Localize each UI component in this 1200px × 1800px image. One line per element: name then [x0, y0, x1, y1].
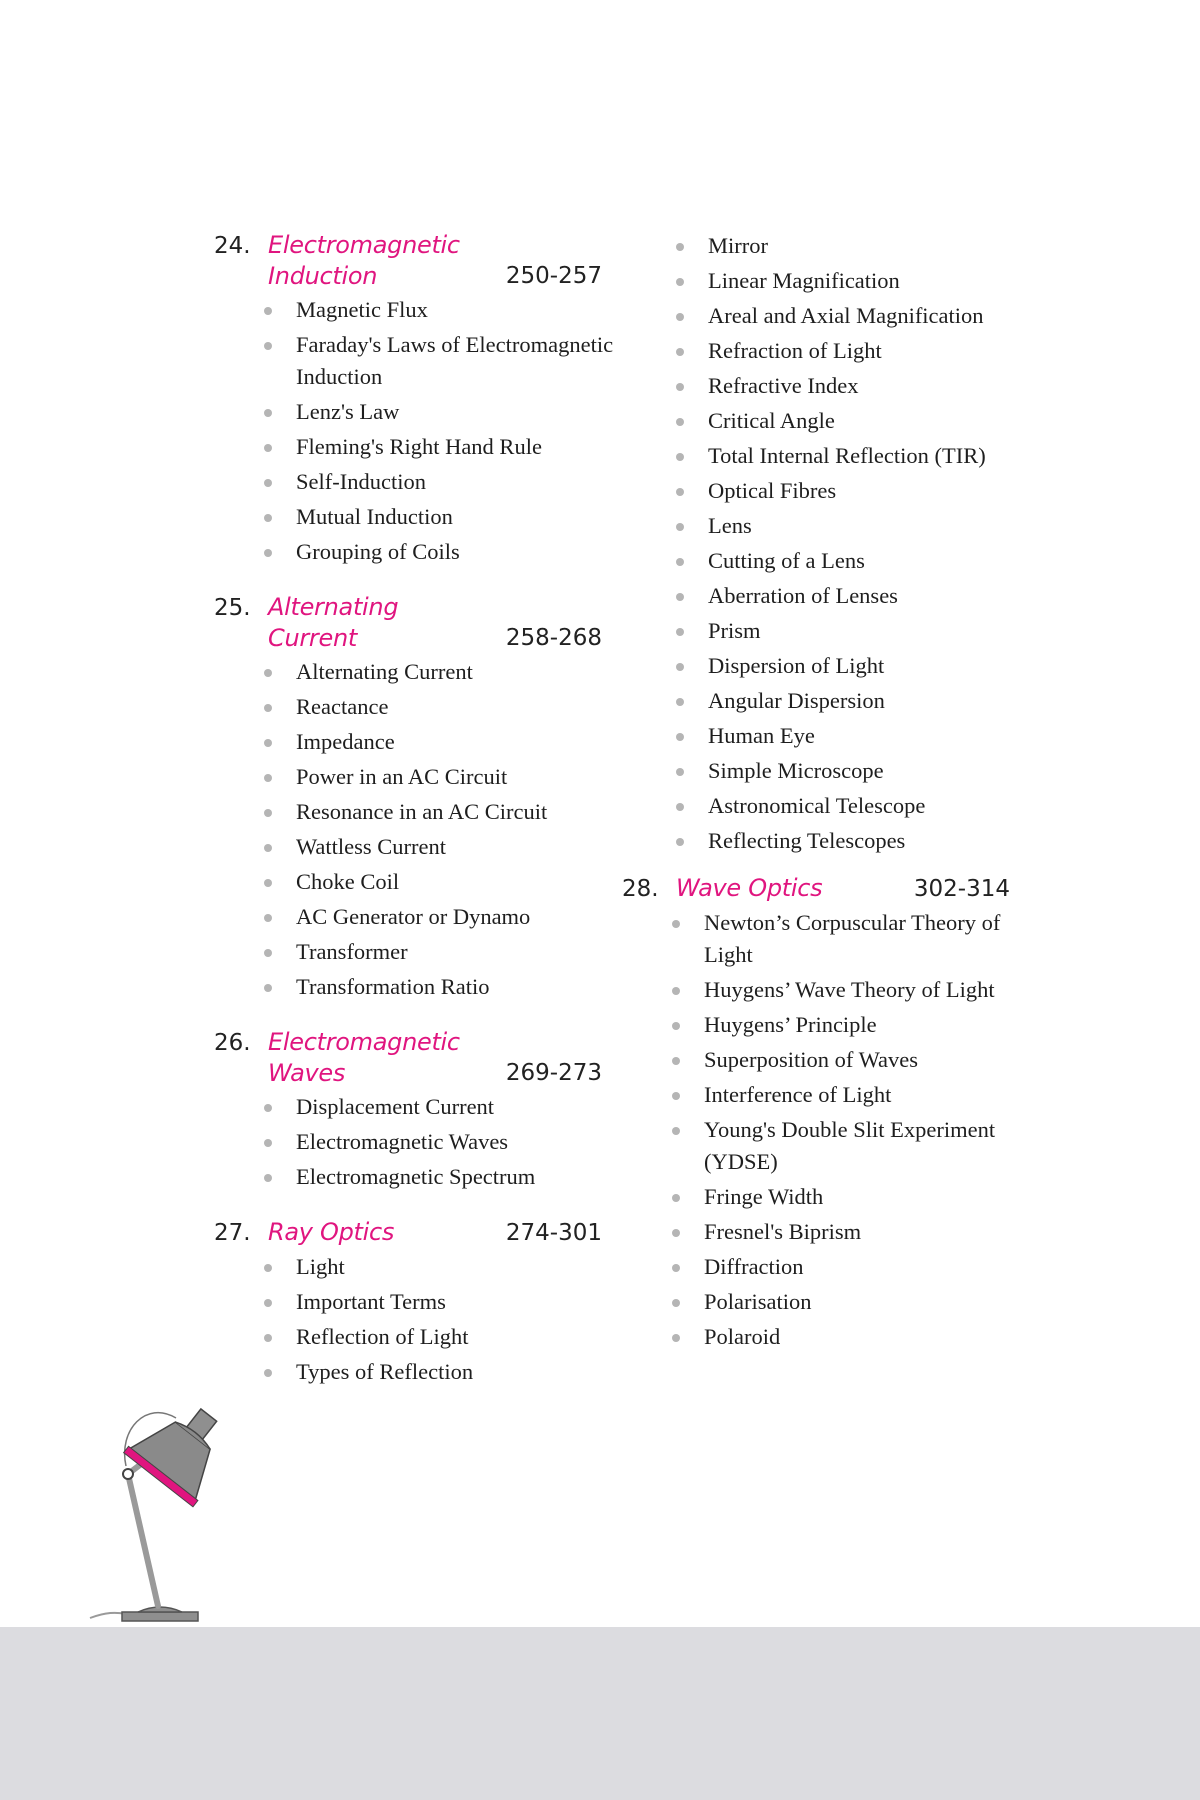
chapter-title-line2: Current [268, 624, 357, 652]
topic-item[interactable]: Reflecting Telescopes [674, 825, 1022, 857]
topic-item[interactable]: Prism [674, 615, 1022, 647]
topic-item[interactable]: Huygens’ Wave Theory of Light [670, 974, 1022, 1006]
topic-list [622, 907, 1022, 1353]
topic-item[interactable]: Displacement Current [262, 1091, 614, 1123]
topic-item[interactable]: Important Terms [262, 1286, 614, 1318]
chapter-number: 26. [214, 1030, 251, 1056]
chapter-title-line1: Electromagnetic [268, 231, 460, 259]
topic-item[interactable]: Impedance [262, 726, 614, 758]
topic-item[interactable]: Grouping of Coils [262, 536, 614, 568]
topic-item[interactable]: Angular Dispersion [674, 685, 1022, 717]
topic-item[interactable]: Reflection of Light [262, 1321, 614, 1353]
topic-item[interactable]: Diffraction [670, 1251, 1022, 1283]
chapter-title-line2: Waves [268, 1059, 346, 1087]
topic-item[interactable]: Wattless Current [262, 831, 614, 863]
toc-left-column [214, 230, 614, 1412]
topic-item[interactable]: Interference of Light [670, 1079, 1022, 1111]
toc-right-column [622, 230, 1022, 1377]
topic-list [214, 656, 614, 1003]
chapter-pages: 274-301 [505, 1220, 602, 1246]
topic-item[interactable]: Lens [674, 510, 1022, 542]
topic-item[interactable]: Newton’s Corpuscular Theory of Light [670, 907, 1022, 971]
topic-list [214, 1091, 614, 1193]
chapter-title-line1: Alternating [268, 593, 399, 621]
topic-item[interactable]: Polarisation [670, 1286, 1022, 1318]
topic-item[interactable]: Types of Reflection [262, 1356, 614, 1388]
topic-item[interactable]: Young's Double Slit Experiment (YDSE) [670, 1114, 1022, 1178]
topic-item[interactable]: Superposition of Waves [670, 1044, 1022, 1076]
chapter-title[interactable]: Ray Optics [268, 1218, 395, 1246]
topic-list [214, 294, 614, 568]
topic-item[interactable]: Refraction of Light [674, 335, 1022, 367]
footer-band [0, 1627, 1200, 1800]
topic-item[interactable]: Alternating Current [262, 656, 614, 688]
topic-item[interactable]: Transformer [262, 936, 614, 968]
chapter-27 [214, 1217, 614, 1388]
chapter-heading [214, 1027, 614, 1089]
chapter-number: 28. [622, 876, 659, 902]
topic-item[interactable]: Power in an AC Circuit [262, 761, 614, 793]
topic-item[interactable]: Mutual Induction [262, 501, 614, 533]
topic-item[interactable]: Faraday's Laws of Electromagnetic Induction [262, 329, 614, 393]
topic-list [214, 1251, 614, 1388]
topic-item[interactable]: Human Eye [674, 720, 1022, 752]
topic-item[interactable]: Simple Microscope [674, 755, 1022, 787]
topic-item[interactable]: Cutting of a Lens [674, 545, 1022, 577]
topic-item[interactable]: Mirror [674, 230, 1022, 262]
topic-item[interactable]: Electromagnetic Waves [262, 1126, 614, 1158]
topic-item[interactable]: Optical Fibres [674, 475, 1022, 507]
chapter-title[interactable] [268, 230, 498, 292]
chapter-25 [214, 592, 614, 1003]
topic-item[interactable]: Electromagnetic Spectrum [262, 1161, 614, 1193]
topic-item[interactable]: Choke Coil [262, 866, 614, 898]
chapter-title-line2: Induction [268, 262, 378, 290]
chapter-pages: 258-268 [505, 625, 602, 651]
chapter-heading [214, 592, 614, 654]
chapter-heading [214, 1217, 614, 1249]
chapter-number: 27. [214, 1220, 251, 1246]
topic-item[interactable]: Total Internal Reflection (TIR) [674, 440, 1022, 472]
topic-item[interactable]: Light [262, 1251, 614, 1283]
topic-item[interactable]: Dispersion of Light [674, 650, 1022, 682]
chapter-pages: 269-273 [505, 1060, 602, 1086]
topic-item[interactable]: Polaroid [670, 1321, 1022, 1353]
topic-item[interactable]: Fringe Width [670, 1181, 1022, 1213]
topic-item[interactable]: Magnetic Flux [262, 294, 614, 326]
chapter-title[interactable] [268, 592, 498, 654]
topic-item[interactable]: Lenz's Law [262, 396, 614, 428]
chapter-title[interactable] [268, 1027, 498, 1089]
chapter-24 [214, 230, 614, 568]
topic-item[interactable]: AC Generator or Dynamo [262, 901, 614, 933]
chapter-heading [622, 873, 1022, 905]
topic-item[interactable]: Huygens’ Principle [670, 1009, 1022, 1041]
topic-item[interactable]: Linear Magnification [674, 265, 1022, 297]
chapter-number: 25. [214, 595, 251, 621]
chapter-title-line1: Electromagnetic [268, 1028, 460, 1056]
topic-item[interactable]: Reactance [262, 691, 614, 723]
topic-item[interactable]: Critical Angle [674, 405, 1022, 437]
chapter-28 [622, 873, 1022, 1353]
chapter-number: 24. [214, 233, 251, 259]
topic-item[interactable]: Astronomical Telescope [674, 790, 1022, 822]
topic-item[interactable]: Refractive Index [674, 370, 1022, 402]
topic-item[interactable]: Areal and Axial Magnification [674, 300, 1022, 332]
topic-item[interactable]: Fleming's Right Hand Rule [262, 431, 614, 463]
chapter-title[interactable]: Wave Optics [676, 874, 823, 902]
topic-item[interactable]: Resonance in an AC Circuit [262, 796, 614, 828]
topic-item[interactable]: Self-Induction [262, 466, 614, 498]
continued-topic-list [622, 230, 1022, 857]
topic-item[interactable]: Transformation Ratio [262, 971, 614, 1003]
desk-lamp-icon [86, 1390, 276, 1630]
chapter-26 [214, 1027, 614, 1193]
topic-item[interactable]: Fresnel's Biprism [670, 1216, 1022, 1248]
chapter-pages: 302-314 [913, 876, 1010, 902]
topic-item[interactable]: Aberration of Lenses [674, 580, 1022, 612]
chapter-heading [214, 230, 614, 292]
chapter-pages: 250-257 [505, 263, 602, 289]
